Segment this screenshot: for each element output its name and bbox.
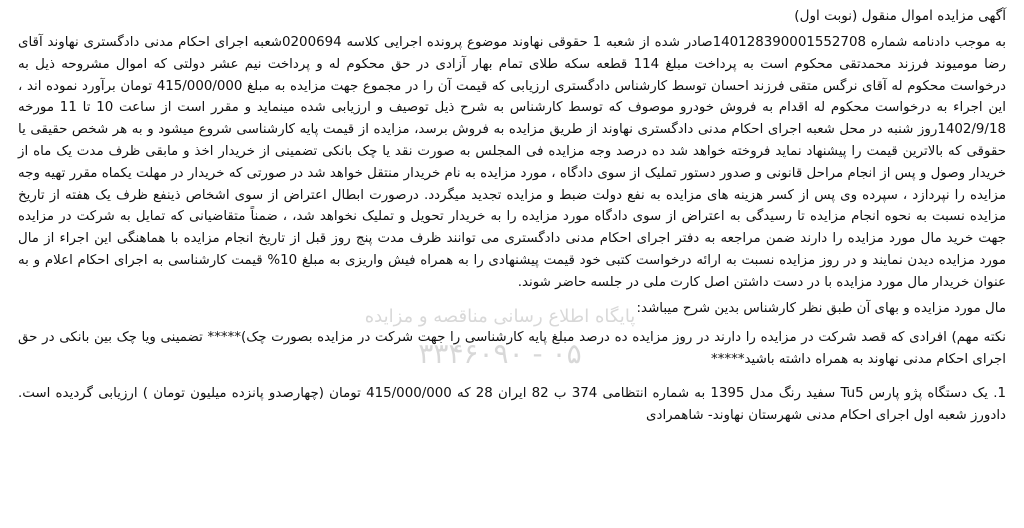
page-title: آگهی مزایده اموال منقول (نوبت اول) [794,8,1006,24]
notice-body: به موجب دادنامه شماره 140128390001552708صادر شده از شعبه 1 حقوقی نهاوند موضوع پرونده اجرایی کلاسه 0200694شعبه اجرای احکام مدنی دادگستری نهاوند آقای رضا مومیوند فرزند محمدتقی محکوم است به پرداخت مبلغ 114 قطعه سکه طلای تمام بهار آزادی در حق محکوم له و پرداخت نیم عشر دولتی که اموال مشروحه ذیل به درخواست محکوم له آقای نرگس متقی فرزند احسان توسط کارشناس دادگستری ارزیابی که قیمت آن را در مجموع جهت مزایده به مبلغ 415/000/000 تومان برآورد نموده اند ، این اجراء به درخواست محکوم له اقدام به فروش خودرو موصوف که توسط کارشناس به شرح ذیل توصیف و ارزیابی شده مینماید و مقرر است از ساعت 10 تا 11 مورخه 1402/9/18روز شنبه در محل شعبه اجرای احکام مدنی دادگستری نهاوند از طریق مزایده به فروش برسد، مزایده از قیمت پایه کارشناسی شروع میشود و به هر شخص حقیقی یا حقوقی که بالاترین قیمت را پیشنهاد نماید فروخته خواهد شد ده درصد وجه مزایده فی المجلس به صورت نقد یا چک بانکی تضمینی از خریدار اخذ و مابقی ظرف مدت یک ماه از خریدار وصول و پس از انجام مراحل قانونی و صدور دستور تملیک از سوی دادگاه ، مورد مزایده به نام خریدار منتقل خواهد شد در صورتی که خریدار در مهلت یکماه مقرر تهیه وجه مزایده را نپردازد ، سپرده وی پس از کسر هزینه های مزایده به نفع دولت ضبط و مزایده تجدید میگردد. درصورت ابطال اعتراض از سوی اشخاص ذینفع ظرف یک هفته از تاریخ مزایده نسبت به نحوه انجام مزایده تا رسیدگی به اعتراض از سوی دادگاه مورد مزایده را به خریدار تحویل و تملیک نخواهد شد، ، ضمناً متقاضیانی که تمایل به شرکت در مزایده جهت خرید مال مورد مزایده را دارند ضمن مراجعه به دفتر اجرای احکام مدنی دادگستری می توانند ظرف مدت پنج روز قبل از تاریخ انجام مزایده با هماهنگی این اجراء از مال مورد مزایده دیدن نمایند و در روز مزایده نسبت به ارائه درخواست کتبی خود قیمت پیشنهادی را به همراه فیش واریزی به مبلغ 10% قیمت کارشناسی به اجرای احکام اعلام و به عنوان خریدار مال مورد مزایده با در دست داشتن اصل کارت ملی در جلسه حاضر شوند. [18,35,1007,290]
watermark-text: پایگاه اطلاع رسانی مناقصه و مزایده [364,306,636,327]
watermark-number: ۰۵ - ۳۳۴۶۰۹۰ [418,337,582,370]
important-note: نکته مهم) افرادی که قصد شرکت در مزایده را دارند در روز مزایده ده درصد مبلغ پایه کارشناسی را جهت شرکت در مزایده بصورت چک)***** تضمینی ویا چک بین بانکی در حق اجرای احکام مدنی نهاوند به همراه داشته باشید***** [18,330,1006,368]
auction-item: 1. یک دستگاه پژو پارس Tu5 سفید رنگ مدل 1395 به شماره انتظامی 374 ب 82 ایران 28 که 415/000/000 تومان (چهارصدو پانزده میلیون تومان ) ارزیابی گردیده است. دادورز شعبه اول اجرای احکام مدنی شهرستان نهاوند- شاهمرادی [18,385,1007,423]
notice-content [18,6,1006,427]
section-heading: مال مورد مزایده و بهای آن طبق نظر کارشناس بدین شرح میباشد: [636,300,1006,316]
